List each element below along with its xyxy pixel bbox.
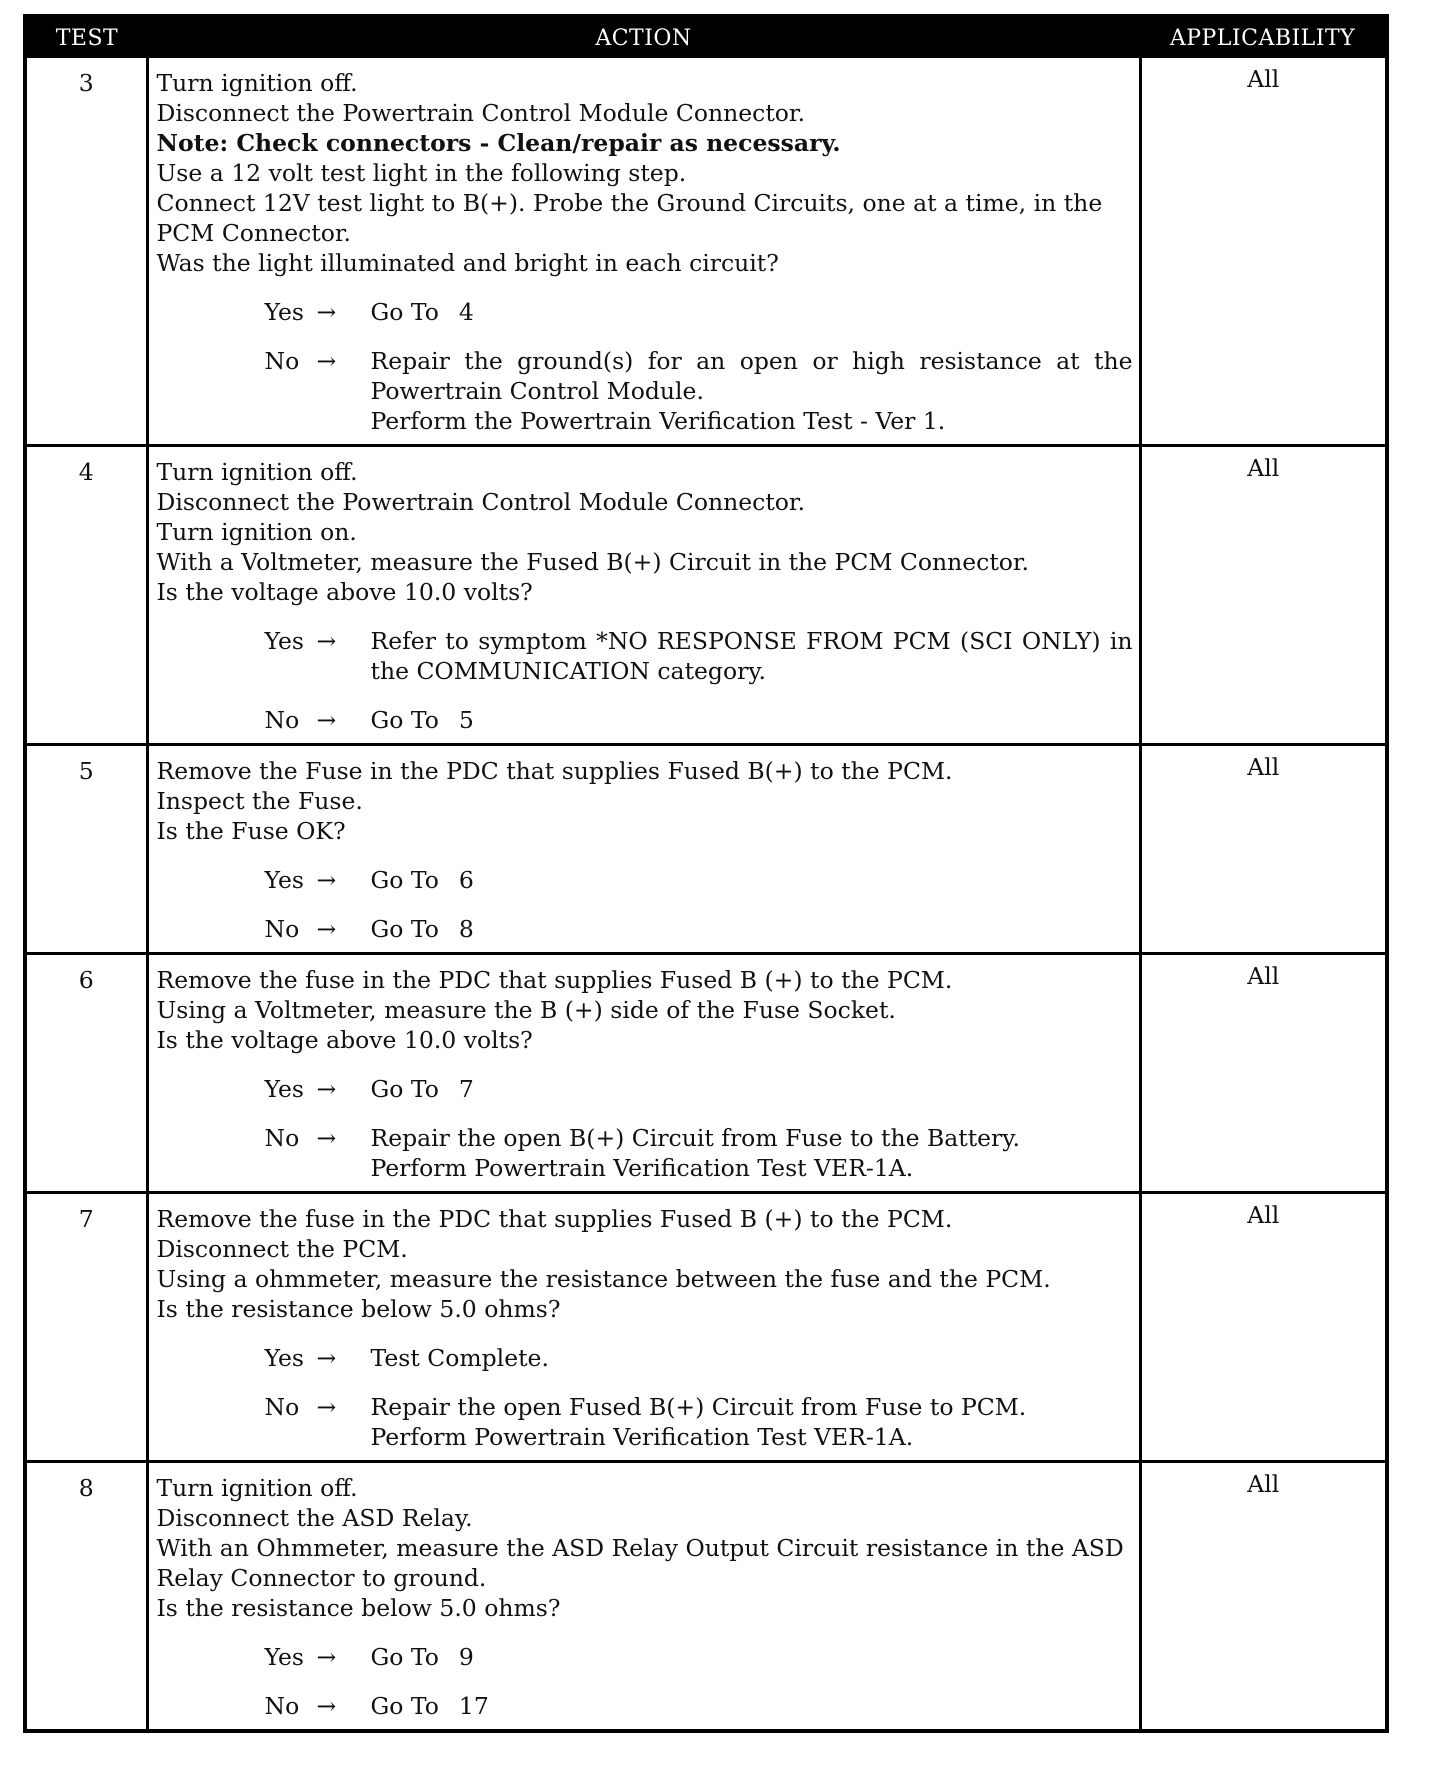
table-row bbox=[25, 745, 1387, 954]
no-label: No bbox=[264, 1124, 300, 1152]
right-arrow-icon: → bbox=[316, 706, 337, 734]
goto-number: 6 bbox=[458, 866, 474, 894]
action-line: Disconnect the PCM. bbox=[156, 1235, 408, 1263]
action-line: Is the resistance below 5.0 ohms? bbox=[156, 1594, 561, 1622]
test-number: 3 bbox=[25, 58, 147, 446]
test-number: 6 bbox=[25, 954, 147, 1193]
goto-number: 17 bbox=[458, 1692, 489, 1720]
yes-branch bbox=[265, 1642, 1133, 1672]
action-line: Use a 12 volt test light in the following step. bbox=[156, 159, 687, 187]
action-cell bbox=[147, 954, 1140, 1193]
right-arrow-icon: → bbox=[316, 1393, 337, 1421]
action-line: Using a Voltmeter, measure the B (+) side of the Fuse Socket. bbox=[156, 996, 896, 1024]
right-arrow-icon: → bbox=[316, 1692, 337, 1720]
goto-label: Go To bbox=[370, 1692, 439, 1720]
applicability-cell: All bbox=[1140, 745, 1387, 954]
branch-text: Repair the open Fused B(+) Circuit from Fuse to PCM. bbox=[370, 1393, 1027, 1421]
action-cell bbox=[147, 1193, 1140, 1462]
yes-branch bbox=[265, 1074, 1133, 1104]
yes-label: Yes bbox=[264, 1344, 304, 1372]
goto-number: 8 bbox=[458, 915, 474, 943]
action-line: Is the Fuse OK? bbox=[156, 817, 346, 845]
table-row bbox=[25, 1462, 1387, 1732]
right-arrow-icon: → bbox=[316, 915, 337, 943]
right-arrow-icon: → bbox=[316, 1075, 337, 1103]
no-branch bbox=[265, 1392, 1133, 1452]
no-branch bbox=[265, 914, 1133, 944]
branch-text: Perform the Powertrain Verification Test - Ver 1. bbox=[370, 407, 946, 435]
yes-label: Yes bbox=[264, 298, 304, 326]
table-row bbox=[25, 1193, 1387, 1462]
table-row bbox=[25, 954, 1387, 1193]
table-row bbox=[25, 58, 1387, 446]
goto-number: 9 bbox=[458, 1643, 474, 1671]
branch-text: Test Complete. bbox=[370, 1344, 549, 1372]
right-arrow-icon: → bbox=[316, 1124, 337, 1152]
applicability-cell: All bbox=[1140, 1462, 1387, 1732]
action-line: Is the resistance below 5.0 ohms? bbox=[156, 1295, 561, 1323]
goto-label: Go To bbox=[370, 1075, 439, 1103]
yes-label: Yes bbox=[264, 1643, 304, 1671]
branch-text: Repair the open B(+) Circuit from Fuse to the Battery. bbox=[370, 1124, 1020, 1152]
test-number: 7 bbox=[25, 1193, 147, 1462]
action-line: With an Ohmmeter, measure the ASD Relay Output Circuit resistance in the ASD Relay Connector to ground. bbox=[156, 1534, 1124, 1592]
table-header-row bbox=[25, 16, 1387, 58]
applicability-cell: All bbox=[1140, 1193, 1387, 1462]
goto-number: 5 bbox=[458, 706, 474, 734]
applicability-cell: All bbox=[1247, 65, 1280, 93]
action-line: Inspect the Fuse. bbox=[156, 787, 363, 815]
yes-label: Yes bbox=[264, 1075, 304, 1103]
test-number: 8 bbox=[25, 1462, 147, 1732]
action-line: Turn ignition off. bbox=[156, 69, 358, 97]
action-note: Note: Check connectors - Clean/repair as necessary. bbox=[156, 129, 841, 157]
test-number: 5 bbox=[25, 745, 147, 954]
branch-text: Perform Powertrain Verification Test VER-1A. bbox=[370, 1154, 914, 1182]
yes-branch bbox=[265, 865, 1133, 895]
action-cell bbox=[147, 1462, 1140, 1732]
header-action: ACTION bbox=[147, 16, 1140, 58]
branch-text: Perform Powertrain Verification Test VER-1A. bbox=[370, 1423, 914, 1451]
yes-branch bbox=[265, 1343, 1133, 1373]
action-line: Turn ignition off. bbox=[156, 458, 358, 486]
right-arrow-icon: → bbox=[316, 347, 337, 375]
yes-label: Yes bbox=[264, 866, 304, 894]
action-line: Remove the fuse in the PDC that supplies Fused B (+) to the PCM. bbox=[156, 1205, 953, 1233]
no-label: No bbox=[264, 1393, 300, 1421]
right-arrow-icon: → bbox=[316, 866, 337, 894]
branch-text: Refer to symptom *NO RESPONSE FROM PCM (SCI ONLY) in the COMMUNICATION category. bbox=[370, 627, 1133, 685]
right-arrow-icon: → bbox=[316, 1643, 337, 1671]
right-arrow-icon: → bbox=[316, 1344, 337, 1372]
no-branch bbox=[265, 1691, 1133, 1721]
header-test: TEST bbox=[25, 16, 147, 58]
no-branch bbox=[265, 346, 1133, 436]
table-row bbox=[25, 446, 1387, 745]
action-line: Is the voltage above 10.0 volts? bbox=[156, 578, 533, 606]
action-line: Disconnect the ASD Relay. bbox=[156, 1504, 473, 1532]
yes-branch bbox=[265, 626, 1133, 686]
goto-label: Go To bbox=[370, 915, 439, 943]
no-label: No bbox=[264, 706, 300, 734]
goto-label: Go To bbox=[370, 1643, 439, 1671]
action-line: Using a ohmmeter, measure the resistance between the fuse and the PCM. bbox=[156, 1265, 1051, 1293]
goto-number: 7 bbox=[458, 1075, 474, 1103]
header-applicability: APPLICABILITY bbox=[1140, 16, 1387, 58]
action-line: Turn ignition off. bbox=[156, 1474, 358, 1502]
no-branch bbox=[265, 705, 1133, 735]
right-arrow-icon: → bbox=[316, 627, 337, 655]
branch-text: Repair the ground(s) for an open or high resistance at the Powertrain Control Module. bbox=[370, 347, 1133, 405]
applicability-cell: All bbox=[1140, 446, 1387, 745]
action-line: With a Voltmeter, measure the Fused B(+) Circuit in the PCM Connector. bbox=[156, 548, 1030, 576]
action-cell bbox=[147, 745, 1140, 954]
action-line: Is the voltage above 10.0 volts? bbox=[156, 1026, 533, 1054]
goto-label: Go To bbox=[370, 298, 439, 326]
action-line: Turn ignition on. bbox=[156, 518, 357, 546]
no-label: No bbox=[264, 1692, 300, 1720]
yes-branch bbox=[265, 297, 1133, 327]
action-line: Remove the fuse in the PDC that supplies Fused B (+) to the PCM. bbox=[156, 966, 953, 994]
goto-number: 4 bbox=[458, 298, 474, 326]
no-label: No bbox=[264, 915, 300, 943]
diagnostic-test-table bbox=[23, 14, 1389, 1733]
action-line: Remove the Fuse in the PDC that supplies Fused B(+) to the PCM. bbox=[156, 757, 953, 785]
test-number: 4 bbox=[25, 446, 147, 745]
goto-label: Go To bbox=[370, 866, 439, 894]
action-cell bbox=[147, 58, 1140, 446]
no-branch bbox=[265, 1123, 1133, 1183]
applicability-cell: All bbox=[1140, 954, 1387, 1193]
action-line: Disconnect the Powertrain Control Module Connector. bbox=[156, 99, 806, 127]
action-line: Was the light illuminated and bright in each circuit? bbox=[156, 249, 779, 277]
action-line: Connect 12V test light to B(+). Probe the Ground Circuits, one at a time, in the PCM Connector. bbox=[156, 189, 1103, 247]
action-cell bbox=[147, 446, 1140, 745]
no-label: No bbox=[264, 347, 300, 375]
diagnostic-test-table-page bbox=[23, 14, 1385, 1733]
right-arrow-icon: → bbox=[316, 298, 337, 326]
yes-label: Yes bbox=[264, 627, 304, 655]
action-line: Disconnect the Powertrain Control Module Connector. bbox=[156, 488, 806, 516]
goto-label: Go To bbox=[370, 706, 439, 734]
